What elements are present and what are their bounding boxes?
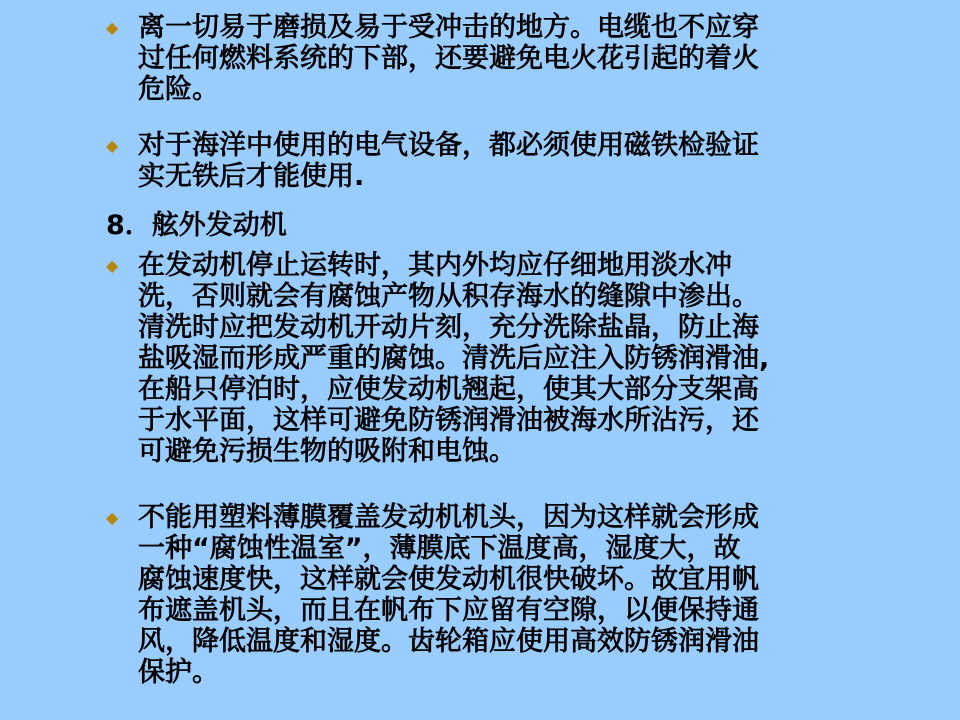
bullet-text [138, 12, 900, 105]
text-line: 一种“腐蚀性温室”，薄膜底下温度高，湿度大，故 [138, 533, 741, 564]
text-line: 保护。 [138, 657, 219, 688]
text-line: 危险。 [138, 74, 219, 105]
text-line: 腐蚀速度快，这样就会使发动机很快破坏。故宜用帆 [138, 564, 759, 595]
diamond-bullet-icon: ◆ [106, 508, 119, 527]
text-line: 可避免污损生物的吸附和电蚀。 [138, 436, 516, 467]
bullet-text [138, 130, 900, 192]
text-line: 在船只停泊时，应使发动机翘起，使其大部分支架高 [138, 374, 759, 405]
text-line: 布遮盖机头，而且在帆布下应留有空隙，以便保持通 [138, 595, 759, 626]
bullet-text [138, 502, 900, 688]
bullet-item-engine-covering [100, 502, 900, 688]
text-line: 离一切易于磨损及易于受冲击的地方。电缆也不应穿 [138, 12, 759, 43]
text-line: 风，降低温度和湿度。齿轮箱应使用高效防锈润滑油 [138, 626, 759, 657]
text-line: 于水平面，这样可避免防锈润滑油被海水所沾污，还 [138, 405, 759, 436]
text-line: 清洗时应把发动机开动片刻，充分洗除盐晶，防止海 [138, 312, 759, 343]
text-line: 实无铁后才能使用. [138, 161, 365, 192]
text-line: 过任何燃料系统的下部，还要避免电火花引起的着火 [138, 43, 759, 74]
text-line: 盐吸湿而形成严重的腐蚀。清洗后应注入防锈润滑油, [138, 343, 770, 374]
bullet-item-cable-routing [100, 12, 900, 105]
diamond-bullet-icon: ◆ [106, 256, 119, 275]
diamond-bullet-icon: ◆ [106, 136, 119, 155]
bullet-item-magnet-test [100, 130, 900, 192]
bullet-text [138, 250, 900, 467]
text-line: 对于海洋中使用的电气设备，都必须使用磁铁检验证 [138, 130, 759, 161]
section-heading: 8．舷外发动机 [106, 210, 287, 241]
text-line: 不能用塑料薄膜覆盖发动机机头，因为这样就会形成 [138, 502, 759, 533]
text-line: 洗，否则就会有腐蚀产物从积存海水的缝隙中渗出。 [138, 281, 759, 312]
bullet-item-engine-cleaning [100, 250, 900, 467]
diamond-bullet-icon: ◆ [106, 18, 119, 37]
text-line: 在发动机停止运转时，其内外均应仔细地用淡水冲 [138, 250, 732, 281]
